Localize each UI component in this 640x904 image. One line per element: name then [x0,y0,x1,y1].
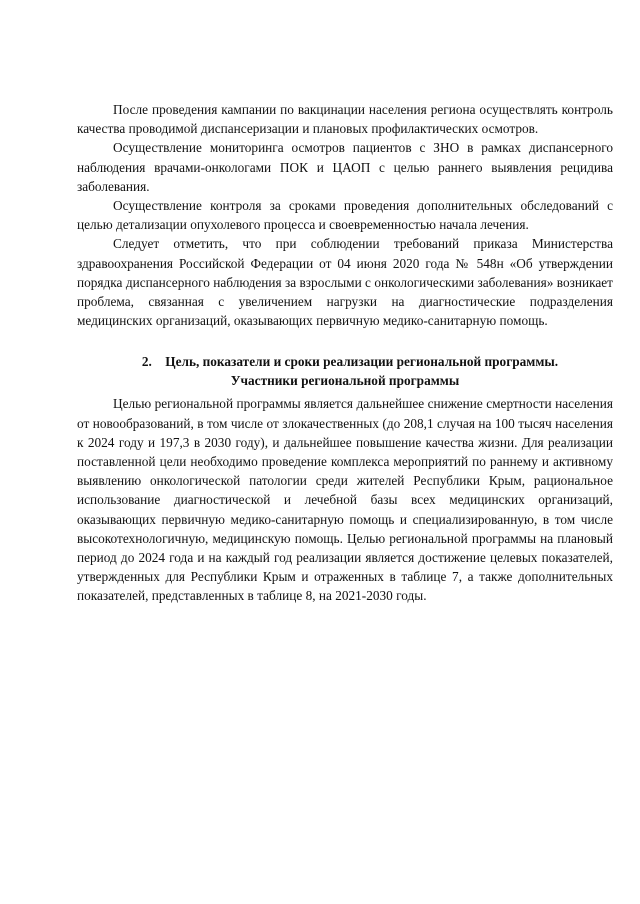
section-title-line1: Цель, показатели и сроки реализации региональной программы. [165,354,559,370]
paragraph-program-goal: Целью региональной программы является дальнейшее снижение смертности населения от новообразований, в том числе от злокачественных (до 208,1 случая на 100 тысяч населения к 2024 году и 197,3 в 2030 году), и дальнейшее повышение качества жизни. Для реализации поставленной цели необходимо проведение комплекса мероприятий по раннему и активному выявлению онкологической патологии среди жителей Республики Крым, рациональное использование диагностической и лечебной базы всех медицинских организаций, оказывающих первичную медико-санитарную помощь и специализированную, в том числе высокотехнологичную, медицинскую помощь. Целью региональной программы на плановый период до 2024 года и на каждый год реализации является достижение целевых показателей, утвержденных для Республики Крым и отраженных в таблице 7, а также дополнительных показателей, представленных в таблице 8, на 2021-2030 годы. [77,396,613,604]
paragraph-zno-monitoring: Осуществление мониторинга осмотров пациентов с ЗНО в рамках диспансерного наблюдения врачами-онкологами ПОК и ЦАОП с целью раннего выявления рецидива заболевания. [77,140,613,194]
section-heading [77,352,613,390]
section-title-line2: Участники региональной программы [230,373,460,389]
paragraph-exam-deadlines: Осуществление контроля за сроками проведения дополнительных обследований с целью детализации опухолевого процесса и своевременностью начала лечения. [77,198,613,233]
paragraph-order-548n: Следует отметить, что при соблюдении требований приказа Министерства здравоохранения Российской Федерации от 04 июня 2020 года № 548н «Об утверждении порядка диспансерного наблюдения за взрослыми с онкологическими заболевания» возникает проблема, связанная с увеличением нагрузки на диагностические подразделения медицинских организаций, оказывающих первичную медико-санитарную помощь. [77,236,613,329]
section-number: 2. [141,354,152,370]
paragraph-vaccination-control: После проведения кампании по вакцинации населения региона осуществлять контроль качества проводимой диспансеризации и плановых профилактических осмотров. [77,102,613,137]
document-body [77,100,613,606]
